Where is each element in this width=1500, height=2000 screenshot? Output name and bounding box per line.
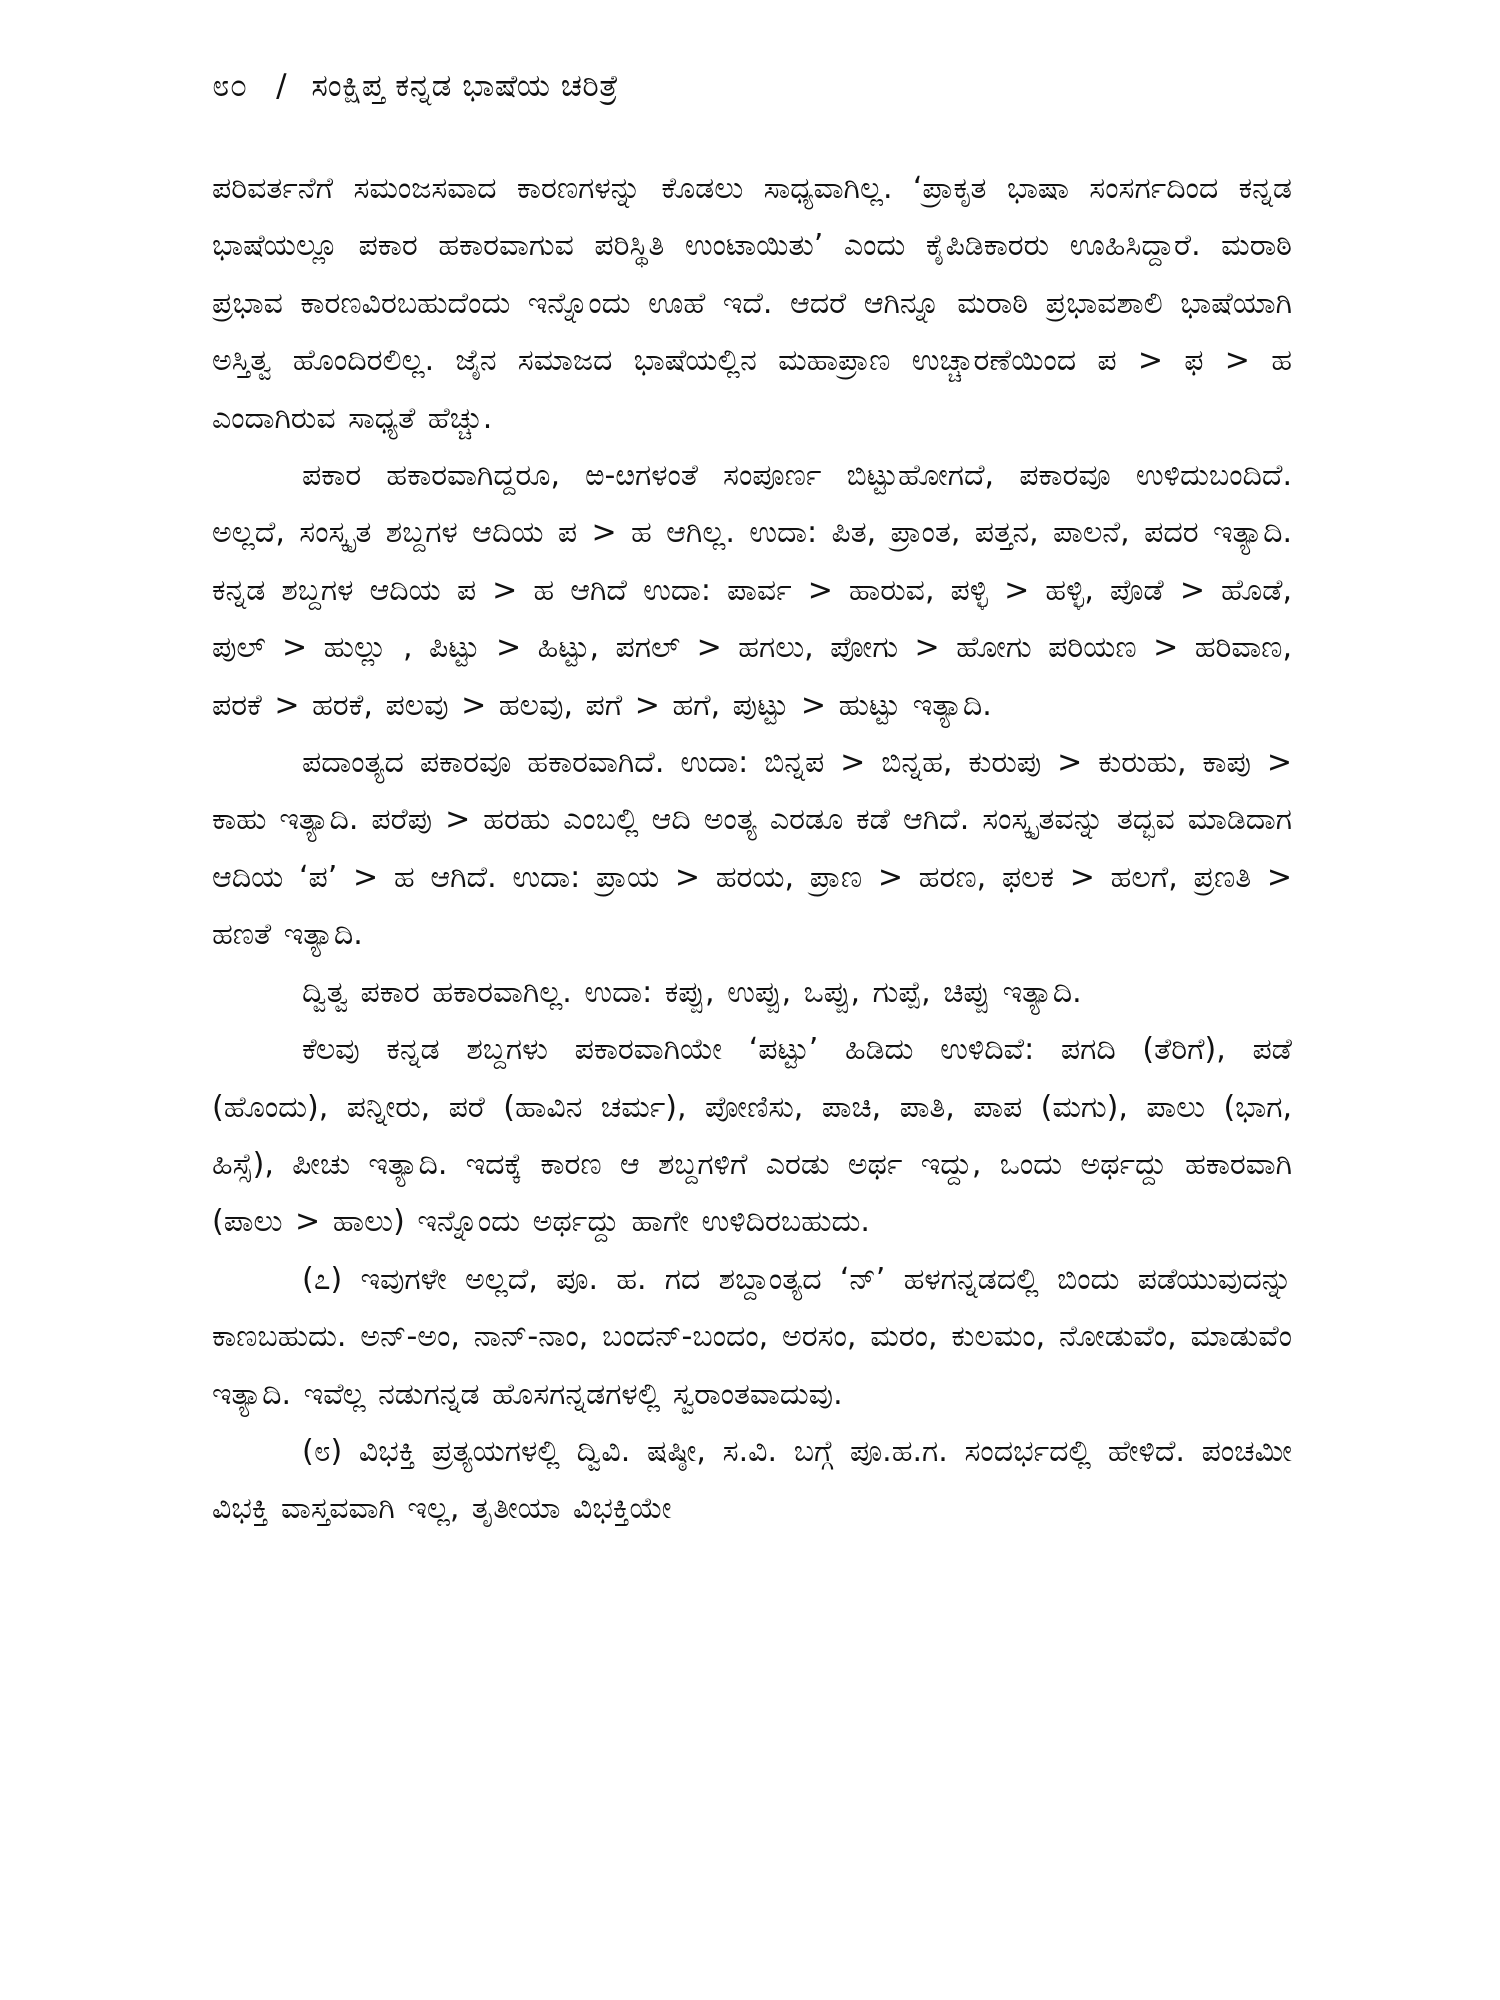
running-head [212,56,1312,116]
book-title: ಸಂಕ್ಷಿಪ್ತ ಕನ್ನಡ ಭಾಷೆಯ ಚರಿತ್ರೆ [311,68,619,104]
paragraph-2: ಪಕಾರ ಹಕಾರವಾಗಿದ್ದರೂ, ಱ-ೞಗಳಂತೆ ಸಂಪೂರ್ಣ ಬಿಟ್ಟುಹೋಗದೆ, ಪಕಾರವೂ ಉಳಿದುಬಂದಿದೆ. ಅಲ್ಲದೆ, ಸಂಸ್ಕೃತ ಶಬ್ದಗಳ ಆದಿಯ ಪ > ಹ ಆಗಿಲ್ಲ. ಉದಾ: ಪಿತ, ಪ್ರಾಂತ, ಪತ್ತನ, ಪಾಲನೆ, ಪದರ ಇತ್ಯಾದಿ. ಕನ್ನಡ ಶಬ್ದಗಳ ಆದಿಯ ಪ > ಹ ಆಗಿದೆ ಉದಾ: ಪಾರ್ವ > ಹಾರುವ, ಪಳ್ಳಿ > ಹಳ್ಳಿ, ಪೊಡೆ > ಹೊಡೆ, ಪುಲ್ > ಹುಲ್ಲು , ಪಿಟ್ಟು > ಹಿಟ್ಟು, ಪಗಲ್ > ಹಗಲು, ಪೋಗು > ಹೋಗು ಪರಿಯಣ > ಹರಿವಾಣ, ಪರಕೆ > ಹರಕೆ, ಪಲವು > ಹಲವು, ಪಗೆ > ಹಗೆ, ಪುಟ್ಟು > ಹುಟ್ಟು ಇತ್ಯಾದಿ. [212,458,1292,723]
page-number: ೮೦ [212,68,248,104]
paragraph-3: ಪದಾಂತ್ಯದ ಪಕಾರವೂ ಹಕಾರವಾಗಿದೆ. ಉದಾ: ಬಿನ್ನಪ > ಬಿನ್ನಹ, ಕುರುಪು > ಕುರುಹು, ಕಾಪು > ಕಾಹು ಇತ್ಯಾದಿ. ಪರೆಪು > ಹರಹು ಎಂಬಲ್ಲಿ ಆದಿ ಅಂತ್ಯ ಎರಡೂ ಕಡೆ ಆಗಿದೆ. ಸಂಸ್ಕೃತವನ್ನು ತದ್ಭವ ಮಾಡಿದಾಗ ಆದಿಯ ‘ಪ’ > ಹ ಆಗಿದೆ. ಉದಾ: ಪ್ರಾಯ > ಹರಯ, ಪ್ರಾಣ > ಹರಣ, ಫಲಕ > ಹಲಗೆ, ಪ್ರಣತಿ > ಹಣತೆ ಇತ್ಯಾದಿ. [212,745,1292,953]
paragraph-7: (೮) ವಿಭಕ್ತಿ ಪ್ರತ್ಯಯಗಳಲ್ಲಿ ದ್ವಿವಿ. ಷಷ್ಠೀ, ಸ.ವಿ. ಬಗ್ಗೆ ಪೂ.ಹ.ಗ. ಸಂದರ್ಭದಲ್ಲಿ ಹೇಳಿದೆ. ಪಂಚಮೀ ವಿಭಕ್ತಿ ವಾಸ್ತವವಾಗಿ ಇಲ್ಲ, ತೃತೀಯಾ ವಿಭಕ್ತಿಯೇ [212,1433,1292,1527]
body-text [212,160,1292,1980]
paragraph-5: ಕೆಲವು ಕನ್ನಡ ಶಬ್ದಗಳು ಪಕಾರವಾಗಿಯೇ ‘ಪಟ್ಟು’ ಹಿಡಿದು ಉಳಿದಿವೆ: ಪಗದಿ (ತೆರಿಗೆ), ಪಡೆ (ಹೊಂದು), ಪನ್ನೀರು, ಪರೆ (ಹಾವಿನ ಚರ್ಮ), ಪೋಣಿಸು, ಪಾಚಿ, ಪಾತಿ, ಪಾಪ (ಮಗು), ಪಾಲು (ಭಾಗ, ಹಿಸ್ಸೆ), ಪೀಚು ಇತ್ಯಾದಿ. ಇದಕ್ಕೆ ಕಾರಣ ಆ ಶಬ್ದಗಳಿಗೆ ಎರಡು ಅರ್ಥ ಇದ್ದು, ಒಂದು ಅರ್ಥದ್ದು ಹಕಾರವಾಗಿ (ಪಾಲು > ಹಾಲು) ಇನ್ನೊಂದು ಅರ್ಥದ್ದು ಹಾಗೇ ಉಳಿದಿರಬಹುದು. [212,1032,1292,1240]
paragraph-4: ದ್ವಿತ್ವ ಪಕಾರ ಹಕಾರವಾಗಿಲ್ಲ. ಉದಾ: ಕಪ್ಪು, ಉಪ್ಪು, ಒಪ್ಪು, ಗುಪ್ಪೆ, ಚಿಪ್ಪು ಇತ್ಯಾದಿ. [302,974,1082,1010]
paragraph-6: (೭) ಇವುಗಳೇ ಅಲ್ಲದೆ, ಪೂ. ಹ. ಗದ ಶಬ್ದಾಂತ್ಯದ ‘ನ್’ ಹಳಗನ್ನಡದಲ್ಲಿ ಬಿಂದು ಪಡೆಯುವುದನ್ನು ಕಾಣಬಹುದು. ಅನ್-ಅಂ, ನಾನ್-ನಾಂ, ಬಂದನ್-ಬಂದಂ, ಅರಸಂ, ಮರಂ, ಕುಲಮಂ, ನೋಡುವೆಂ, ಮಾಡುವೆಂ ಇತ್ಯಾದಿ. ಇವೆಲ್ಲ ನಡುಗನ್ನಡ ಹೊಸಗನ್ನಡಗಳಲ್ಲಿ ಸ್ವರಾಂತವಾದುವು. [212,1261,1292,1412]
header-separator: / [276,68,288,104]
paragraph-1: ಪರಿವರ್ತನೆಗೆ ಸಮಂಜಸವಾದ ಕಾರಣಗಳನ್ನು ಕೊಡಲು ಸಾಧ್ಯವಾಗಿಲ್ಲ. ‘ಪ್ರಾಕೃತ ಭಾಷಾ ಸಂಸರ್ಗದಿಂದ ಕನ್ನಡ ಭಾಷೆಯಲ್ಲೂ ಪಕಾರ ಹಕಾರವಾಗುವ ಪರಿಸ್ಥಿತಿ ಉಂಟಾಯಿತು’ ಎಂದು ಕೈಪಿಡಿಕಾರರು ಊಹಿಸಿದ್ದಾರೆ. ಮರಾಠಿ ಪ್ರಭಾವ ಕಾರಣವಿರಬಹುದೆಂದು ಇನ್ನೊಂದು ಊಹೆ ಇದೆ. ಆದರೆ ಆಗಿನ್ನೂ ಮರಾಠಿ ಪ್ರಭಾವಶಾಲಿ ಭಾಷೆಯಾಗಿ ಅಸ್ತಿತ್ವ ಹೊಂದಿರಲಿಲ್ಲ. ಜೈನ ಸಮಾಜದ ಭಾಷೆಯಲ್ಲಿನ ಮಹಾಪ್ರಾಣ ಉಚ್ಚಾರಣೆಯಿಂದ ಪ > ಫ > ಹ ಎಂದಾಗಿರುವ ಸಾಧ್ಯತೆ ಹೆಚ್ಚು. [212,171,1292,436]
